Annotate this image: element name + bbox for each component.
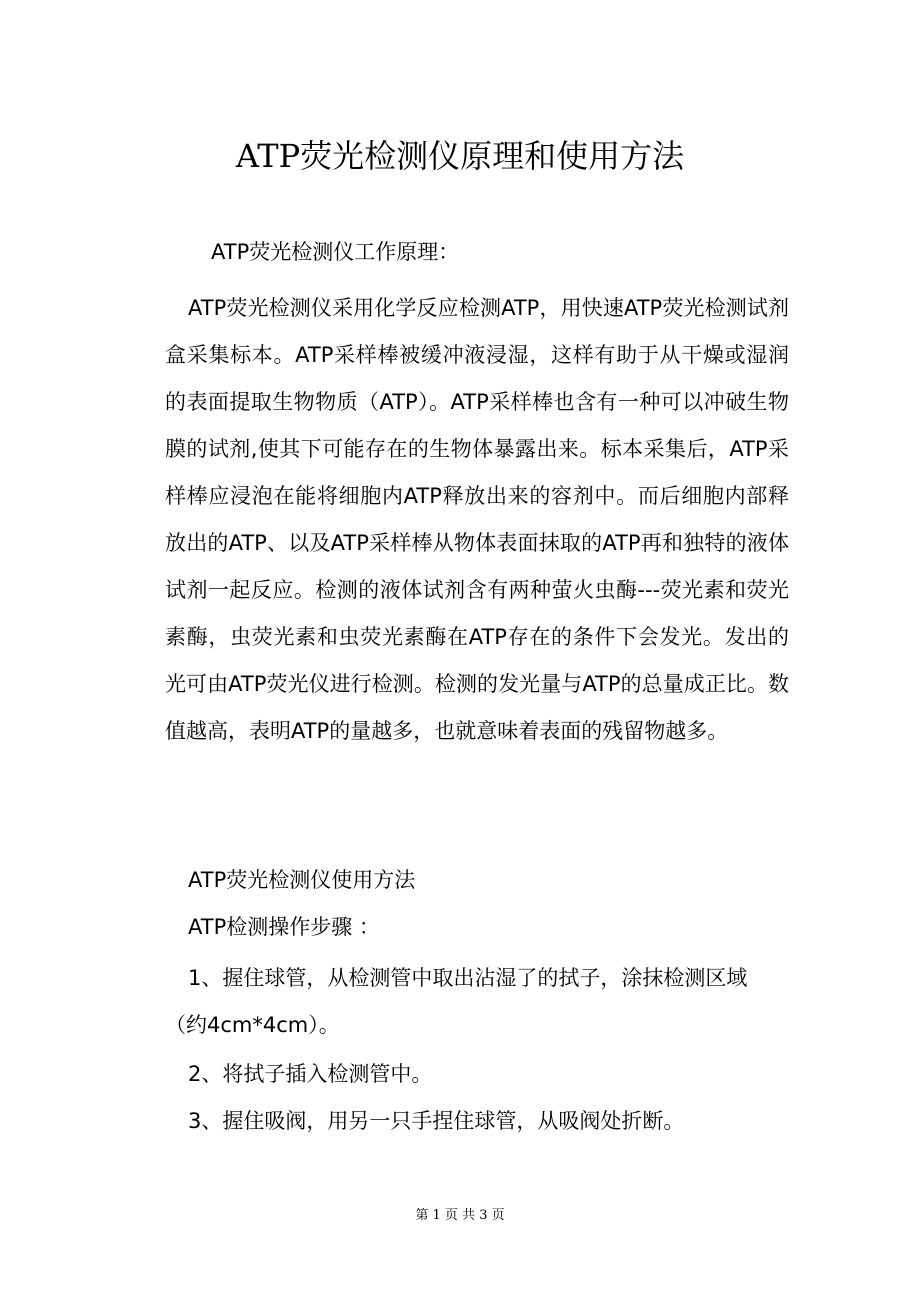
section-heading-principle: ATP荧光检测仪工作原理： xyxy=(211,240,460,264)
page-indicator: 第 1 页 共 3 页 xyxy=(415,1208,505,1223)
step-2: 2、将拭子插入检测管中。 xyxy=(188,1062,433,1086)
document-title: ATP荧光检测仪原理和使用方法 xyxy=(235,137,685,175)
steps-heading: ATP检测操作步骤 ： xyxy=(188,915,380,939)
step-3: 3、握住吸阀，用另一只手捏住球管，从吸阀处折断。 xyxy=(188,1109,685,1133)
step-1: 1、握住球管，从检测管中取出沾湿了的拭子，涂抹检测区域（约4cm*4cm）。 xyxy=(165,966,748,1037)
principle-paragraph: ATP荧光检测仪采用化学反应检测ATP，用快速ATP荧光检测试剂盒采集标本。ATP采样棒被缓冲液浸湿，这样有助于从干燥或湿润的表面提取生物物质（ATP）。ATP采样棒也含有一种可以冲破生物膜的试剂,使其下可能存在的生物体暴露出来。标本采集后，ATP采样棒应浸泡在能将细胞内ATP释放出来的容剂中。而后细胞内部释放出的ATP、以及ATP采样棒从物体表面抹取的ATP再和独特的液体试剂一起反应。检测的液体试剂含有两种萤火虫酶---荧光素和荧光素酶，虫荧光素和虫荧光素酶在ATP存在的条件下会发光。发出的光可由ATP荧光仪进行检测。检测的发光量与ATP的总量成正比。数值越高，表明ATP的量越多，也就意味着表面的残留物越多。 xyxy=(165,296,789,743)
section-heading-usage: ATP荧光检测仪使用方法 xyxy=(188,868,416,892)
